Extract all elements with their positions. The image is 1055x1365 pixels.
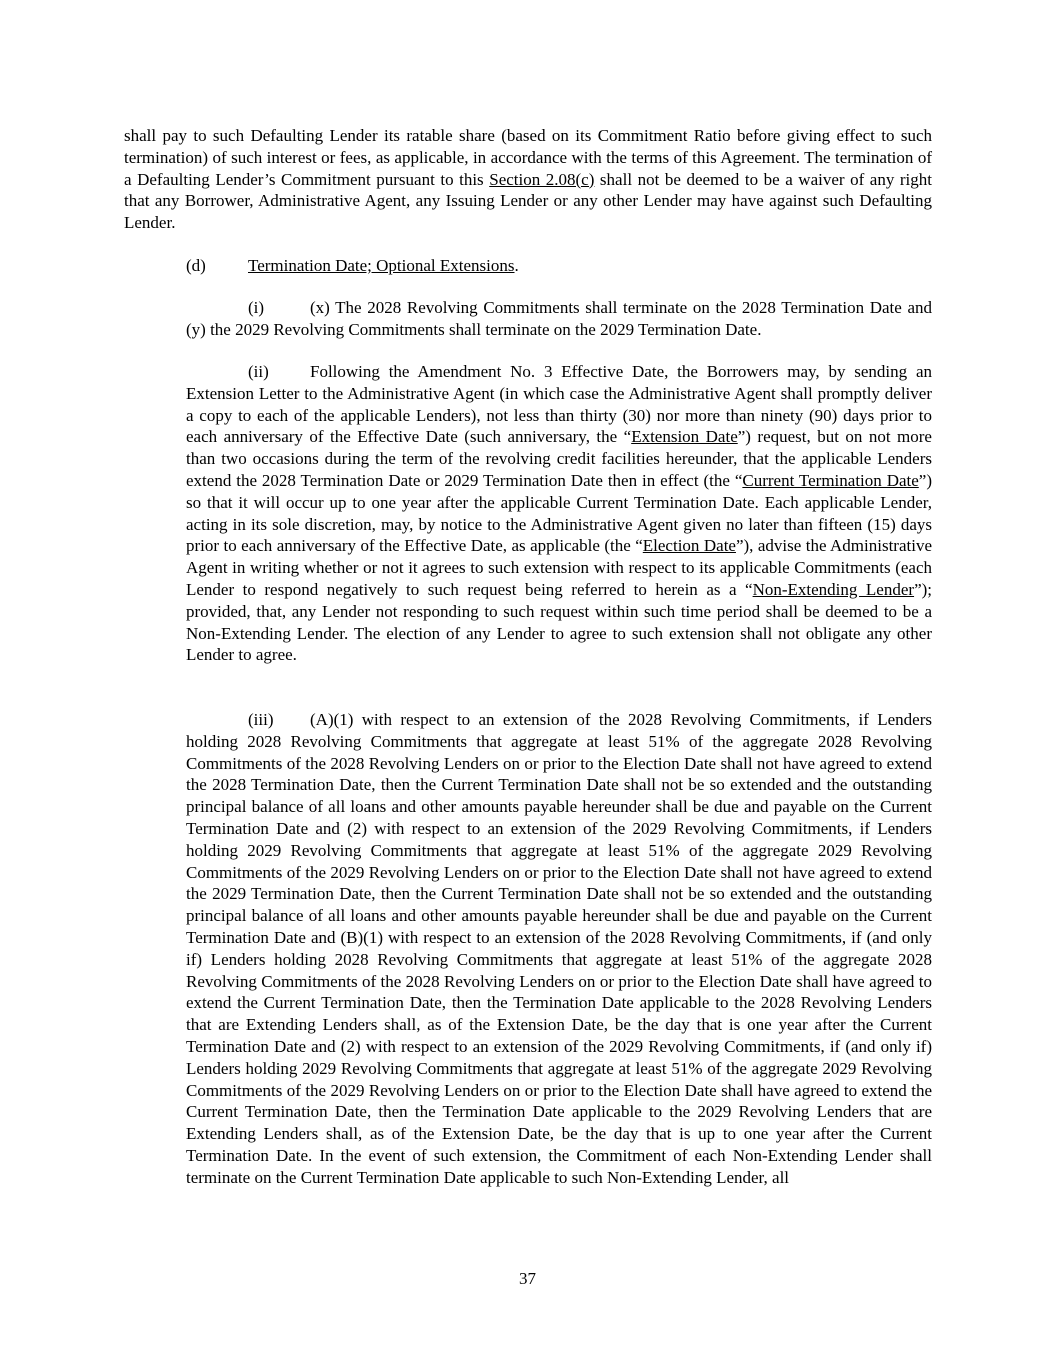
- clause-number: (ii): [248, 362, 269, 381]
- paragraph-text: shall not be deemed to be a waiver of any right that any Borrower, Administrative Agent, any Issuing Lender or any other Lender may have against such Defaulting Lender.: [124, 169, 933, 233]
- clause-i: [186, 297, 932, 341]
- clause-text: ”), advise the Administrative Agent in writing whether or not it agrees to such extension with respect to its applicable Commitments (each Lender to respond negatively to such request being referred to herein as a “: [186, 536, 932, 599]
- paragraph-text: shall pay to such Defaulting Lender its ratable share (based on its Commitment Ratio before giving effect to such termination) of such interest or fees, as applicable, in accordance with the terms of this Agreement. The termination of a Defaulting Lender’s Commitment pursuant to this: [124, 126, 932, 189]
- paragraph-defaulting-lender: [124, 125, 932, 234]
- clause-text: Following the Amendment No. 3 Effective Date, the Borrowers may, by sending an Extension Letter to the Administrative Agent (in which case the Administrative Agent shall promptly deliver a copy to each of the applicable Lenders), not less than thirty (30) nor more than ninety (90) days prior to each anniversary of the Effective Date (such anniversary, the “: [186, 362, 932, 447]
- section-d-heading: [186, 255, 932, 277]
- section-title-period: .: [514, 256, 519, 275]
- defined-term-election-date: Election Date: [642, 536, 736, 556]
- clause-text: (A)(1) with respect to an extension of the 2028 Revolving Commitments, if Lenders holding 2028 Revolving Commitments that aggregate at least 51% of the aggregate 2028 Revolving Commitments of the 2028 Revolving Lenders on or prior to the Election Date shall not have agreed to extend the 2028 Termination Date, then the Current Termination Date shall not be so extended and the outstanding principal balance of all loans and other amounts payable hereunder shall be due and payable on the Current Termination Date and (2) with respect to an extension of the 2029 Revolving Commitments, if Lenders holding 2029 Revolving Commitments that aggregate at least 51% of the aggregate 2029 Revolving Commitments of the 2029 Revolving Lenders on or prior to the Election Date shall not have agreed to extend the 2029 Termination Date, then the Current Termination Date shall not be so extended and the outstanding principal balance of all loans and other amounts payable hereunder shall be due and payable on the Current Termination Date and (B)(1) with respect to an extension of the 2028 Revolving Commitments, if (and only if) Lenders holding 2028 Revolving Commitments that aggregate at least 51% of the aggregate 2028 Revolving Commitments of the 2028 Revolving Lenders on or prior to the Election Date shall have agreed to extend the Current Termination Date, then the Termination Date applicable to the 2028 Revolving Lenders that are Extending Lenders shall, as of the Extension Date, be the day that is one year after the Current Termination Date and (2) with respect to an extension of the 2029 Revolving Commitments, if (and only if) Lenders holding 2029 Revolving Commitments that aggregate at least 51% of the aggregate 2029 Revolving Commitments of the 2029 Revolving Lenders on or prior to the Election Date shall have agreed to extend the Current Termination Date, then the Termination Date applicable to the 2029 Revolving Lenders that are Extending Lenders shall, as of the Extension Date, be the day that is up to one year after the Current Termination Date. In the event of such extension, the Commitment of each Non-Extending Lender shall terminate on the Current Termination Date applicable to such Non-Extending Lender, all: [186, 710, 932, 1187]
- section-reference: Section 2.08(c): [489, 169, 595, 189]
- section-title: Termination Date; Optional Extensions: [248, 256, 515, 275]
- clause-text: ”) so that it will occur up to one year after the applicable Current Termination Date. Each applicable Lender, acting in its sole discretion, may, by notice to the Administrative Agent given no later than fifteen (15) days prior to each anniversary of the Effective Date, as applicable (the “: [186, 470, 932, 556]
- defined-term-extension-date: Extension Date: [631, 427, 738, 447]
- clause-ii: [186, 361, 932, 666]
- clause-text: ”) request, but on not more than two occasions during the term of the revolving credit facilities hereunder, that the applicable Lenders extend the 2028 Termination Date or 2029 Termination Date then in effect (the “: [186, 427, 932, 490]
- clause-number: (i): [248, 298, 265, 317]
- clause-number: (iii): [248, 710, 274, 729]
- clause-iii: [186, 709, 932, 1189]
- defined-term-non-extending-lender: Non-Extending Lender: [752, 579, 915, 599]
- defined-term-current-termination-date: Current Termination Date: [742, 470, 919, 490]
- clause-text: ”); provided, that, any Lender not responding to such request within such time period shall be deemed to be a Non-Extending Lender. The election of any Lender to agree to such extension shall not obligate any other Lender to agree.: [186, 579, 932, 665]
- clause-text: (x) The 2028 Revolving Commitments shall terminate on the 2028 Termination Date and (y) the 2029 Revolving Commitments shall terminate on the 2029 Termination Date.: [186, 298, 932, 339]
- section-number: (d): [186, 256, 206, 275]
- page-number: 37: [519, 1269, 536, 1288]
